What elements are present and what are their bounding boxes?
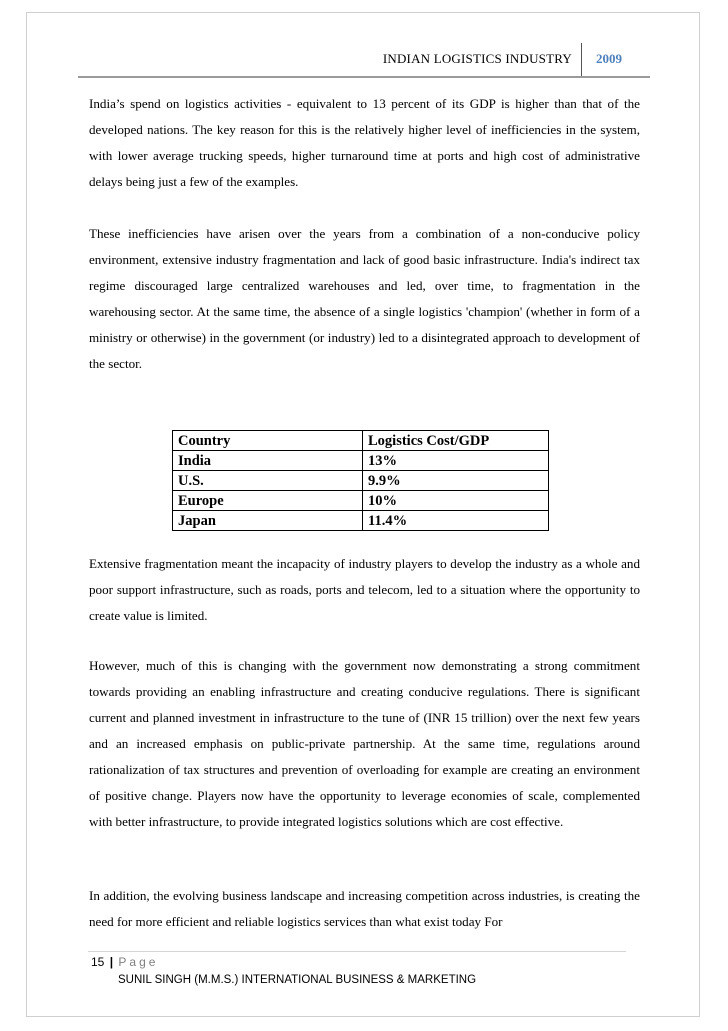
table-header-cost: Logistics Cost/GDP — [363, 431, 549, 451]
header-title: INDIAN LOGISTICS INDUSTRY — [382, 51, 572, 66]
table-row — [173, 491, 549, 511]
page-header — [78, 40, 650, 78]
paragraph-fragmentation: Extensive fragmentation meant the incapacity of industry players to develop the industry as a whole and poor support infrastructure, such as roads, ports and telecom, led to a situation where the opportunity to create value is limited. — [89, 556, 640, 623]
table-row — [173, 471, 549, 491]
table-cell-cost: 10% — [363, 491, 549, 511]
paragraph-logistics-spend: India’s spend on logistics activities - equivalent to 13 percent of its GDP is higher than that of the developed nations. The key reason for this is the relatively higher level of inefficiencies in the system, with lower average trucking speeds, higher turnaround time at ports and high cost of administrative delays being just a few of the examples. — [89, 96, 640, 189]
paragraph-inefficiencies: These inefficiencies have arisen over the years from a combination of a non-conducive policy environment, extensive industry fragmentation and lack of good basic infrastructure. India's indirect tax regime discouraged large centralized warehouses and led, over time, to fragmentation in the warehousing sector. At the same time, the absence of a single logistics 'champion' (whether in form of a ministry or otherwise) in the government (or industry) led to a disintegrated approach to development of the sector. — [89, 226, 640, 371]
table-cell-cost: 11.4% — [363, 511, 549, 531]
logistics-cost-table — [172, 430, 549, 531]
table-cell-country: India — [173, 451, 363, 471]
table-cell-country: U.S. — [173, 471, 363, 491]
table-cell-country: Europe — [173, 491, 363, 511]
table-cell-cost: 9.9% — [363, 471, 549, 491]
footer-page-number — [91, 955, 158, 969]
header-year: 2009 — [596, 51, 622, 66]
page-number: 15 — [91, 955, 105, 969]
page-separator: | — [109, 955, 114, 969]
table-header-row — [173, 431, 549, 451]
footer-divider — [88, 951, 626, 952]
header-divider — [581, 43, 582, 76]
paragraph-business-landscape: In addition, the evolving business landscape and increasing competition across industries, is creating the need for more efficient and reliable logistics services than what exist today For — [89, 888, 640, 929]
footer-author: SUNIL SINGH (M.M.S.) INTERNATIONAL BUSINESS & MARKETING — [118, 974, 477, 986]
table-row — [173, 511, 549, 531]
table-cell-cost: 13% — [363, 451, 549, 471]
table-cell-country: Japan — [173, 511, 363, 531]
table-row — [173, 451, 549, 471]
page-label: Page — [118, 955, 159, 969]
paragraph-government-change: However, much of this is changing with the government now demonstrating a strong commitment towards providing an enabling infrastructure and creating conducive regulations. There is significant current and planned investment in infrastructure to the tune of (INR 15 trillion) over the next few years and an increased emphasis on public-private partnership. At the same time, regulations around rationalization of tax structures and prevention of overloading for example are creating an environment of positive change. Players now have the opportunity to leverage economies of scale, complemented with better infrastructure, to provide integrated logistics solutions which are cost effective. — [89, 658, 640, 829]
table-header-country: Country — [173, 431, 363, 451]
